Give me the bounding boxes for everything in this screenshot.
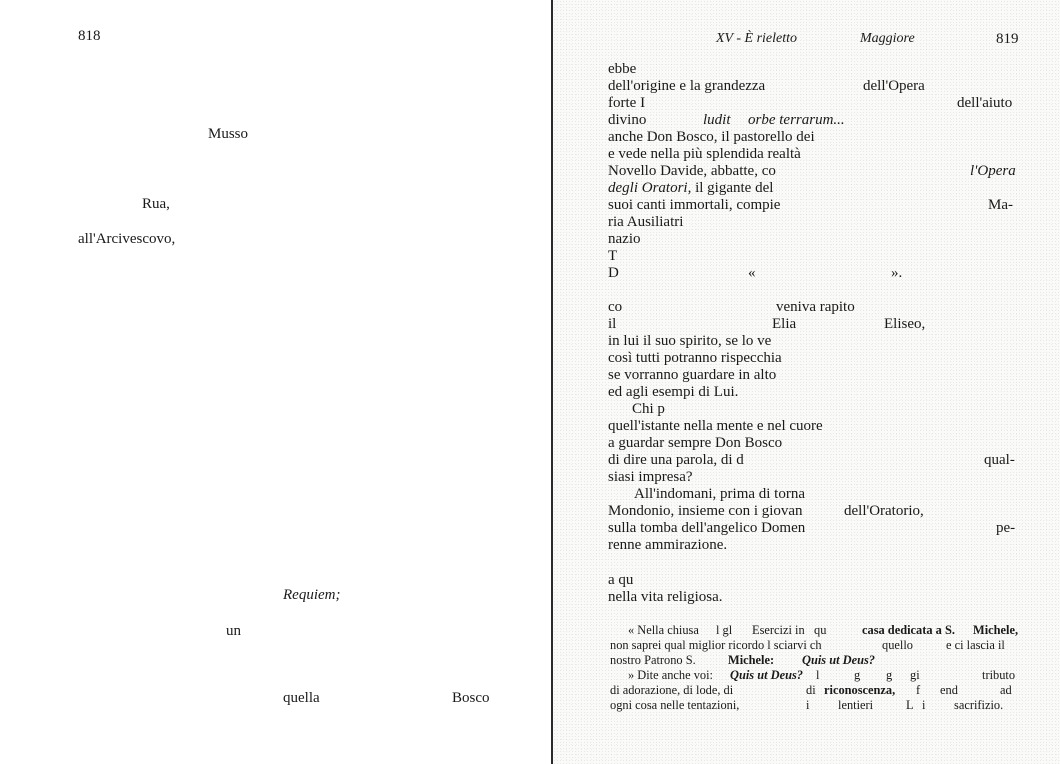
footnote-line: » Dite anche voi: Quis ut Deus? l g g gi tributo: [628, 668, 1016, 682]
left-page-number: 818: [78, 28, 101, 44]
body-line: ed agli esempi di Lui.: [608, 384, 739, 400]
body-line: Chi p: [632, 401, 665, 417]
body-line: se vorranno guardare in alto: [608, 367, 777, 383]
body-line: renne ammirazione.: [608, 537, 728, 553]
body-line: e vede nella più splendida realtà: [608, 146, 801, 162]
body-line: ria Ausiliatri: [608, 214, 684, 230]
body-line: a guardar sempre Don Bosco: [608, 435, 783, 451]
body-line: dell'origine e la grandezza dell'Opera: [608, 78, 925, 94]
body-line: suoi canti immortali, compie Ma-: [608, 197, 1013, 213]
footnote-line: di adorazione, di lode, di di riconoscenza, f end ad: [610, 683, 1012, 697]
footnote-line: nostro Patrono S. Michele: Quis ut Deus?: [610, 653, 875, 667]
body-line: sulla tomba dell'angelico Domen pe-: [608, 520, 1016, 536]
text-fragment: Bosco: [452, 690, 490, 706]
body-line: il Elia Eliseo,: [608, 316, 926, 332]
body-line: quell'istante nella mente e nel cuore: [608, 418, 823, 434]
body-line: D « ».: [608, 265, 903, 281]
body-line: di dire una parola, di d qual-: [608, 452, 1015, 468]
footnote-line: ogni cosa nelle tentazioni, i lentieri L i sacrifizio.: [610, 698, 1004, 712]
text-fragment: Musso: [208, 126, 249, 142]
body-line: divino ludit orbe terrarum...: [608, 112, 845, 128]
body-line: nella vita religiosa.: [608, 589, 723, 605]
running-header-right: Maggiore: [860, 31, 915, 46]
body-line: co veniva rapito: [608, 299, 855, 315]
footnote-line: « Nella chiusa l gl Esercizi in qu casa dedicata a S. Michele,: [628, 623, 1019, 637]
running-header-chapter: XV - È rieletto: [716, 31, 797, 46]
body-line: siasi impresa?: [608, 469, 693, 485]
body-line: T: [608, 248, 618, 264]
text-fragment: all'Arcivescovo,: [78, 231, 176, 247]
text-fragment: Requiem;: [283, 587, 341, 603]
body-line: forte I dell'aiuto: [608, 95, 1013, 111]
body-line: ebbe: [608, 61, 637, 77]
text-fragment: un: [226, 623, 241, 639]
body-line: All'indomani, prima di torna: [634, 486, 806, 502]
body-line: degli Oratori, il gigante del: [608, 180, 774, 196]
text-fragment: quella: [283, 690, 320, 706]
body-line: Mondonio, insieme con i giovan dell'Oratorio,: [608, 503, 924, 519]
body-line: in lui il suo spirito, se lo ve: [608, 333, 772, 349]
body-line: così tutti potranno rispecchia: [608, 350, 782, 366]
right-page-number: 819: [996, 31, 1019, 47]
body-line: nazio: [608, 231, 641, 247]
text-fragment: Rua,: [142, 196, 170, 212]
body-line: a qu: [608, 572, 634, 588]
body-line: Novello Davide, abbatte, co l'Opera: [608, 163, 1016, 179]
footnote-line: non saprei qual miglior ricordo l sciarvi ch quello e ci lascia il: [610, 638, 1005, 652]
body-line: anche Don Bosco, il pastorello dei: [608, 129, 815, 145]
